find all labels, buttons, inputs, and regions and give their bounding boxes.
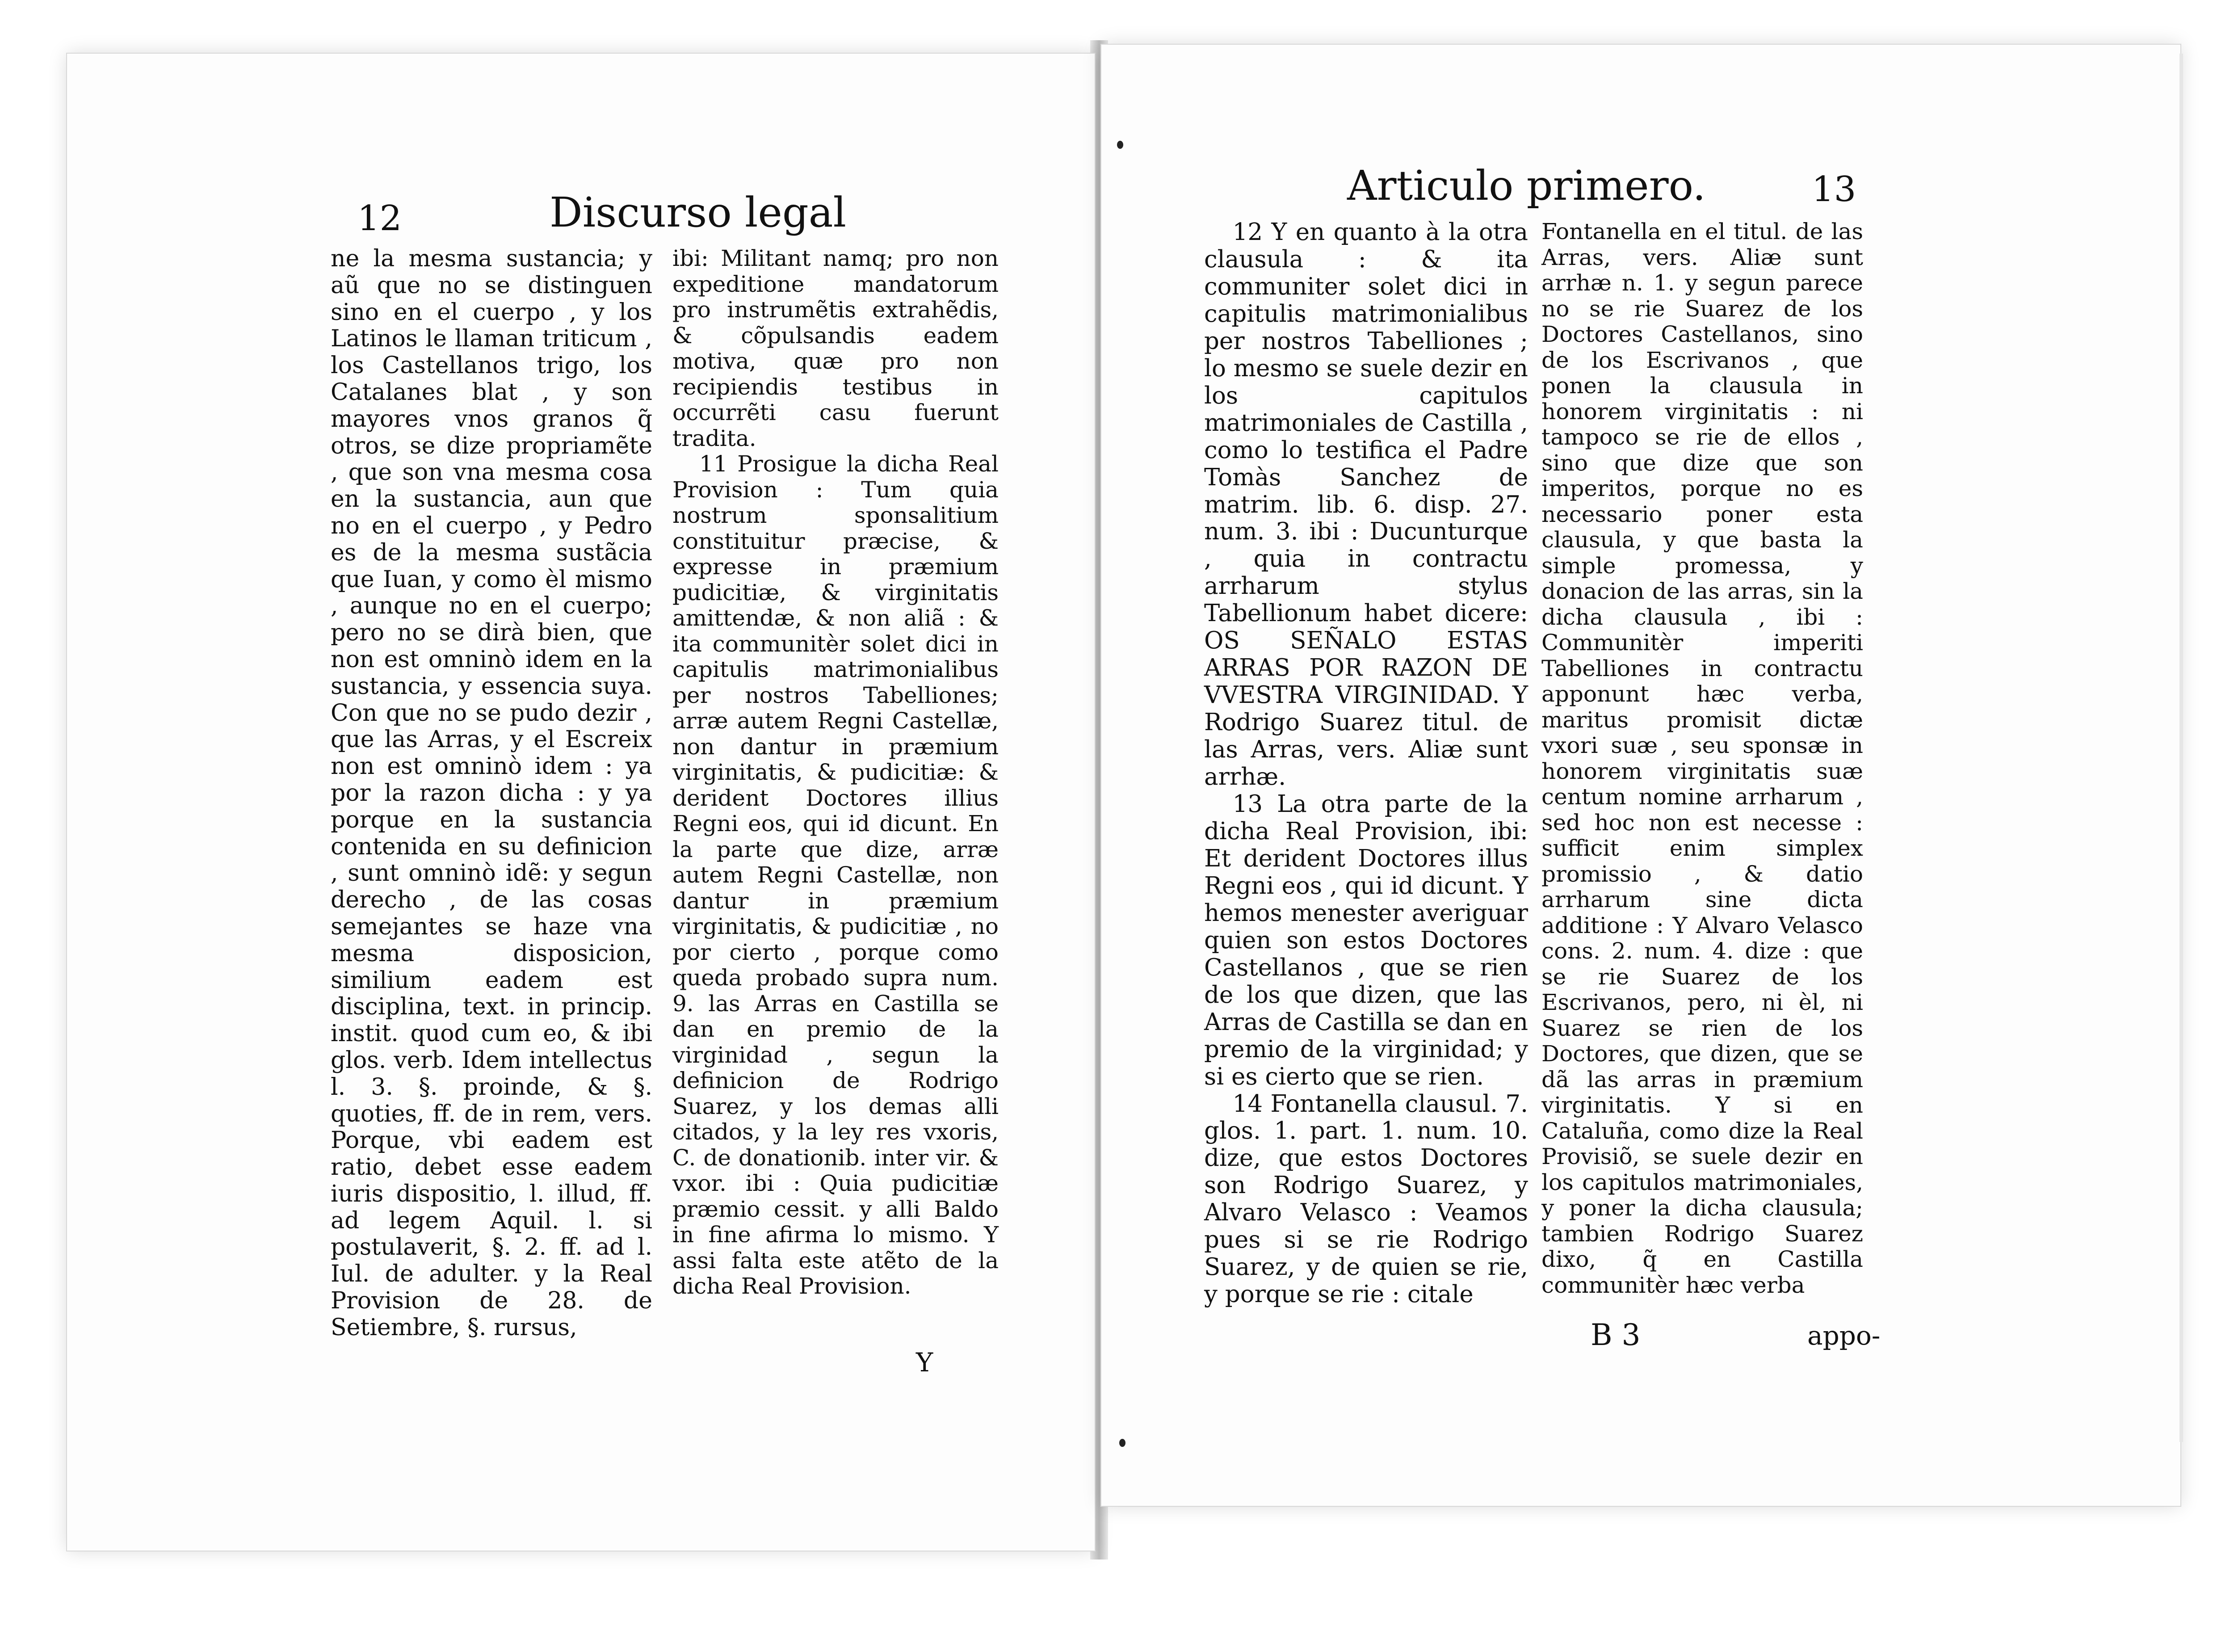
paragraph: 12 Y en quanto à la otra clausula : & ita communiter solet dici in capitulis matrimonialibus per nostros Tabelliones ; lo mesmo se suele dezir en los capitulos matrimoniales de Castilla , como lo testifica el Padre Tomàs Sanchez de matrim. lib. 6. disp. 27. num. 3. ibi : Ducunturque , quia in contractu arrharum stylus Tabellionum habet dicere: OS SEÑALO ESTAS ARRAS POR RAZON DE VVESTRA VIRGINIDAD. Y Rodrigo Suarez titul. de las Arras, vers. Aliæ sunt arrhæ. [1204, 219, 1528, 791]
right-running-title: Articulo primero. [1347, 162, 1706, 210]
left-running-title: Discurso legal [550, 189, 847, 236]
binding-hole [1119, 1439, 1125, 1447]
paragraph: 11 Prosigue la dicha Real Provision : Tum quia nostrum sponsalitium constituitur præcise, & expresse in præmium pudicitiæ, & virginitatis amittendæ, & non aliã : & ita communitèr solet dici in capitulis matrimonialibus per nostros Tabelliones; arræ autem Regni Castellæ, non dantur in præmium virginitatis, & pudicitiæ: & derident Doctores illius Regni eos, qui id dicunt. En la parte que dize, arræ autem Regni Castellæ, non dantur in præmium virginitatis, & pudicitiæ , no por cierto , porque como queda probado supra num. 9. las Arras en Castilla se dan en premio de la virginidad , segun la definicion de Rodrigo Suarez, y los demas alli citados, y la ley res vxoris, C. de donationib. inter vir. & vxor. ibi : Quia pudicitiæ præmio cessit. y alli Baldo in fine afirma lo mismo. Y assi falta este atẽto de la dicha Real Provision. [672, 451, 999, 1299]
right-column-2 [1541, 219, 1863, 1298]
page-edge [2179, 54, 2183, 1442]
signature-mark: B 3 [1591, 1318, 1641, 1352]
left-page [67, 54, 1095, 1551]
right-column-1 [1204, 219, 1528, 1308]
paragraph: ibi: Militant namq; pro non expeditione mandatorum pro instrumẽtis extrahẽdis, & cõpulsandis eadem motiva, quæ pro non recipiendis testibus in occurrẽti casu fuerunt tradita. [672, 245, 999, 451]
right-page-number: 13 [1812, 169, 1856, 210]
left-column-2 [672, 246, 999, 1299]
paragraph: ne la mesma sustancia; y aũ que no se distinguen sino en el cuerpo , y los Latinos le llaman triticum , los Castellanos trigo, los Catalanes blat , y son mayores vnos granos q̃ otros, se dize propriamẽte , que son vna mesma cosa en la sustancia, aun que no en el cuerpo , y Pedro es de la mesma sustãcia que Iuan, y como èl mismo , aunque no en el cuerpo; pero no se dirà bien, que non est omninò idem en la sustancia, y essencia suya. Con que no se pudo dezir , que las Arras, y el Escreix non est omninò idem : ya por la razon dicha : y ya porque en la sustancia contenida en su definicion , sunt omninò idẽ: y segun derecho , de las cosas semejantes se haze vna mesma disposicion, similium eadem est disciplina, text. in princip. instit. quod cum eo, & ibi glos. verb. Idem intellectus l. 3. §. proinde, & §. quoties, ff. de in rem, vers. Porque, vbi eadem est ratio, debet esse eadem iuris dispositio, l. illud, ff. ad legem Aquil. l. si postulaverit, §. 2. ff. ad l. Iul. de adulter. y la Real Provision de 28. de Setiembre, §. rursus, [331, 245, 652, 1341]
left-page-number: 12 [357, 198, 402, 239]
right-catchword: appo- [1807, 1320, 1881, 1351]
paragraph: Fontanella en el titul. de las Arras, vers. Aliæ sunt arrhæ n. 1. y segun parece no se rie Suarez de los Doctores Castellanos, sino de los Escrivanos , que ponen la clausula in honorem virginitatis : ni tampoco se rie de ellos , sino que dize que son imperitos, porque no es necessario poner esta clausula, y que basta la simple promessa, y donacion de las arras, sin la dicha clausula , ibi : Communitèr imperiti Tabelliones in contractu apponunt hæc verba, maritus promisit dictæ vxori suæ , seu sponsæ in honorem virginitatis suæ centum nomine arrharum , sed hoc non est necesse : sufficit enim simplex promissio , & datio arrharum sine dicta additione : Y Alvaro Velasco cons. 2. num. 4. dize : que se rie Suarez de los Escrivanos, pero, ni èl, ni Suarez se rien de los Doctores, que dizen, que se dã las arras in præmium virginitatis. Y si en Cataluña, como dize la Real Provisiõ, se suele dezir en los capitulos matrimoniales, y poner la dicha clausula; tambien Rodrigo Suarez dixo, q̃ en Castilla communitèr hæc verba [1541, 219, 1863, 1298]
paragraph: 13 La otra parte de la dicha Real Provision, ibi: Et derident Doctores illus Regni eos , qui id dicunt. Y hemos menester averiguar quien son estos Doctores Castellanos , que se rien de los que dizen, que las Arras de Castilla se dan en premio de la virginidad; y si es cierto que se rien. [1204, 790, 1528, 1090]
left-catchword: Y [916, 1347, 933, 1378]
paragraph: 14 Fontanella clausul. 7. glos. 1. part. 1. num. 10. dize, que estos Doctores son Rodrigo Suarez, y Alvaro Velasco : Veamos pues si se rie Rodrigo Suarez, y de quien se rie, y porque se rie : citale [1204, 1090, 1528, 1308]
left-column-1 [331, 246, 652, 1341]
binding-hole [1117, 141, 1123, 149]
right-page [1101, 45, 2180, 1506]
